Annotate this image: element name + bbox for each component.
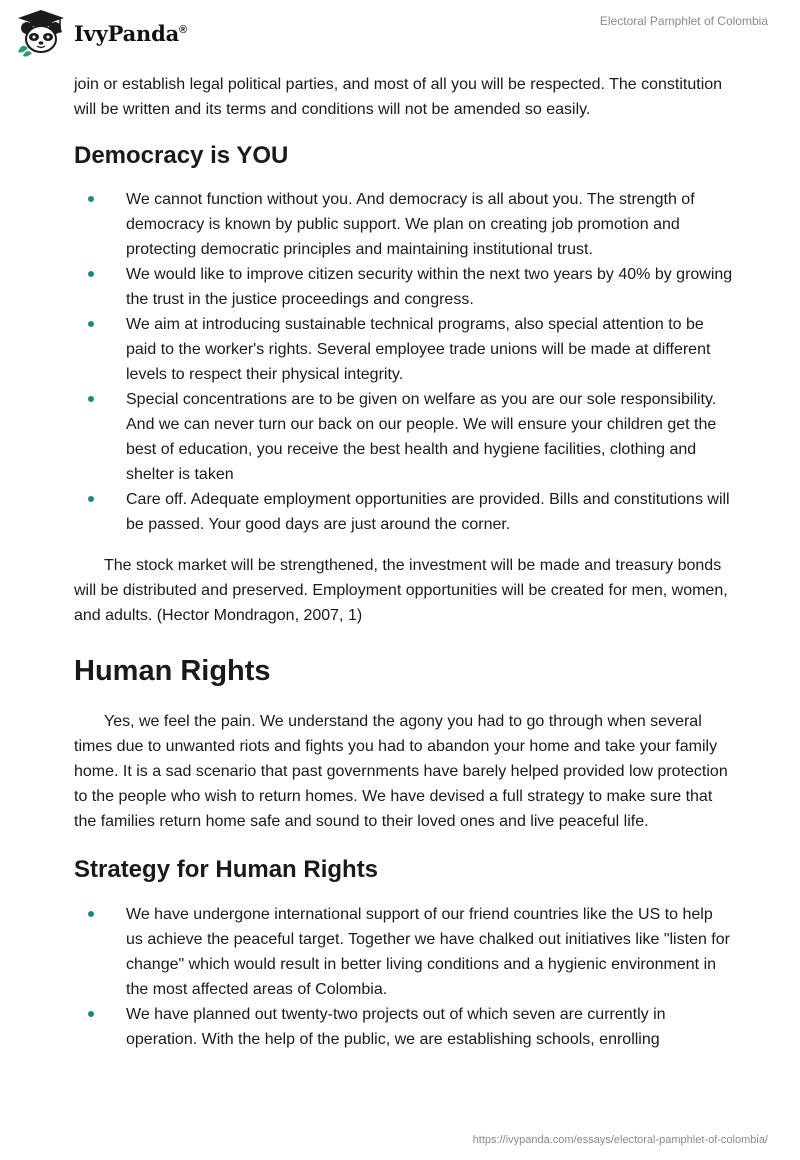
source-url[interactable]: https://ivypanda.com/essays/electoral-pamphlet-of-colombia/ — [472, 1134, 768, 1146]
list-item: We cannot function without you. And democracy is all about you. The strength of democracy is known by public support. We plan on creating job promotion and protecting democratic principles and maintaining institutional trust. — [74, 187, 734, 262]
bullet-icon — [88, 271, 94, 277]
list-item: Care off. Adequate employment opportunities are provided. Bills and constitutions will be passed. Your good days are just around the corner. — [74, 487, 734, 537]
list-item: We aim at introducing sustainable technical programs, also special attention to be paid to the worker's rights. Several employee trade unions will be made at different levels to respect their physical integrity. — [74, 312, 734, 387]
democracy-heading: Democracy is YOU — [74, 142, 289, 169]
democracy-list — [74, 187, 734, 537]
bullet-icon — [88, 911, 94, 917]
panda-graduate-icon — [14, 8, 68, 58]
strategy-list — [74, 902, 734, 1052]
list-item: We would like to improve citizen security within the next two years by 40% by growing the trust in the justice proceedings and congress. — [74, 262, 734, 312]
ivypanda-logo[interactable] — [14, 8, 187, 58]
list-item: We have planned out twenty-two projects out of which seven are currently in operation. With the help of the public, we are establishing schools, enrolling — [74, 1002, 734, 1052]
list-item: Special concentrations are to be given on welfare as you are our sole responsibility. And we can never turn our back on our people. We will ensure your children get the best of education, you receive the best health and hygiene facilities, clothing and shelter is taken — [74, 387, 734, 487]
bullet-icon — [88, 196, 94, 202]
document-title: Electoral Pamphlet of Colombia — [599, 14, 768, 28]
human-rights-paragraph: Yes, we feel the pain. We understand the agony you had to go through when several times due to unwanted riots and fights you had to abandon your home and take your family home. It is a sad scenario that past governments have barely helped provided low protection to the people who wish to return homes. We have devised a full strategy to make sure that the families return home safe and sound to their loved ones and live peaceful life. — [74, 713, 728, 830]
bullet-icon — [88, 396, 94, 402]
bullet-icon — [88, 496, 94, 502]
strategy-heading: Strategy for Human Rights — [74, 856, 379, 883]
bullet-icon — [88, 321, 94, 327]
document-body — [74, 72, 734, 1052]
democracy-after-paragraph: The stock market will be strengthened, the investment will be made and treasury bonds will be distributed and preserved. Employment opportunities will be created for men, women, and adults. (Hector Mondragon, 2007, 1) — [74, 557, 728, 624]
bullet-icon — [88, 1011, 94, 1017]
logo-text: IvyPanda® — [74, 20, 187, 46]
human-rights-heading: Human Rights — [74, 655, 271, 687]
intro-paragraph: join or establish legal political parties, and most of all you will be respected. The constitution will be written and its terms and conditions will not be amended so easily. — [74, 76, 723, 118]
page-header — [0, 0, 800, 70]
list-item: We have undergone international support of our friend countries like the US to help us achieve the peaceful target. Together we have chalked out initiatives like "listen for change" which would result in better living conditions and a hygienic environment in the most affected areas of Colombia. — [74, 902, 734, 1002]
